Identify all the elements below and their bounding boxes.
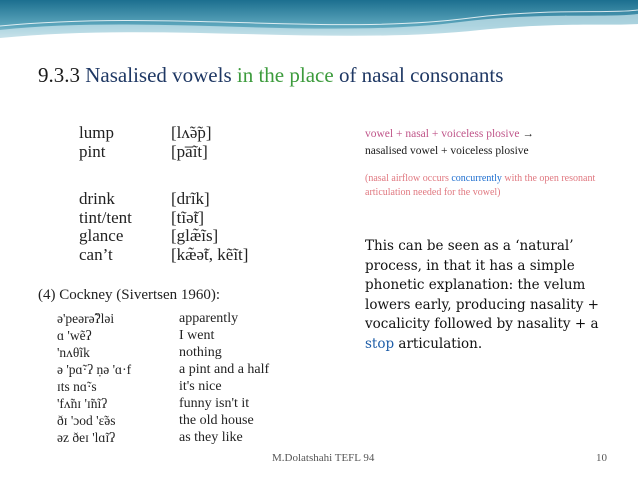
example-transcription: [pa̅ĩt]: [171, 141, 208, 161]
cockney-gloss: as they like: [179, 430, 243, 445]
paragraph-end: articulation.: [394, 335, 483, 352]
title-part1: Nasalised vowels: [85, 63, 232, 87]
rule-output: nasalised vowel + voiceless plosive: [365, 145, 529, 157]
paragraph-text: This can be seen as a ‘natural’ process, in that it has a simple phonetic explanation: the velum lowers early, producing nasality + vocalicity followed by nasality + a: [365, 238, 599, 332]
example-word: drink: [79, 189, 115, 208]
explanation-paragraph: [365, 237, 627, 354]
cockney-gloss-list: [179, 310, 269, 446]
cockney-ipa: ðɪ 'ɔod 'ɛ̃əs: [57, 413, 116, 428]
note-text-after: with the open resonant articulation needed for the vowel): [365, 173, 596, 198]
title-part2: in the place: [236, 63, 334, 87]
paragraph-highlight: stop: [365, 335, 395, 352]
arrow-icon: →: [522, 128, 534, 140]
cockney-gloss: apparently: [179, 311, 239, 326]
cockney-heading: (4) Cockney (Sivertsen 1960):: [38, 287, 221, 303]
note-highlight: concurrently: [451, 173, 502, 184]
cockney-gloss: it's nice: [179, 379, 222, 394]
cockney-gloss: I went: [179, 328, 215, 343]
cockney-ipa: əz ðeɪ 'lɑ̃ɪʔ: [57, 430, 116, 445]
example-transcription: [drĩk]: [171, 189, 210, 208]
example-word: glance: [79, 226, 124, 245]
cockney-ipa: 'fʌ̃nɪ 'ɪ̃nĩʔ: [57, 396, 108, 411]
title-part3: of nasal consonants: [338, 63, 504, 87]
title-number: 9.3.3: [38, 63, 80, 87]
cockney-ipa: ə 'pɑ̃·ʔ ṇə 'ɑ·f: [57, 362, 132, 377]
page-number: 10: [596, 452, 607, 464]
example-transcriptions-group1: [171, 124, 212, 161]
cockney-gloss: the old house: [179, 413, 254, 428]
example-transcriptions-group2: [171, 190, 248, 264]
example-word: can’t: [79, 244, 113, 264]
cockney-ipa: ə'peərə̃ʔləi: [57, 311, 115, 326]
footer-author: M.Dolatshahi TEFL 94: [272, 452, 375, 464]
cockney-gloss: nothing: [179, 345, 222, 360]
example-transcription: [lʌ̃ə̃p]: [171, 123, 212, 142]
cockney-gloss: a pint and a half: [179, 362, 270, 377]
nasalisation-rule: [365, 126, 615, 160]
example-words-group1: [79, 124, 114, 161]
airflow-note: [365, 172, 610, 200]
example-words-group2: [79, 190, 132, 264]
cockney-gloss: funny isn't it: [179, 396, 250, 411]
example-word: tint/tent: [79, 207, 132, 227]
cockney-ipa: 'nʌθĩk: [57, 345, 90, 360]
rule-input: vowel + nasal + voiceless plosive: [365, 128, 520, 140]
example-transcription: [tĩə̃t]: [171, 207, 205, 227]
header-banner: [0, 0, 638, 48]
example-transcription: [glæ̃ĩs]: [171, 226, 219, 245]
cockney-ipa: ɑ 'wẽʔ: [57, 328, 92, 343]
note-text-before: (nasal airflow occurs: [365, 173, 452, 184]
slide-title: [38, 63, 618, 88]
example-word: lump: [79, 123, 114, 142]
example-transcription: [kæ̃ə̃t, kẽĩt]: [171, 244, 249, 264]
cockney-ipa-list: [57, 310, 131, 446]
cockney-ipa: ɪts nɑ̃·s: [57, 379, 97, 394]
example-word: pint: [79, 141, 106, 161]
